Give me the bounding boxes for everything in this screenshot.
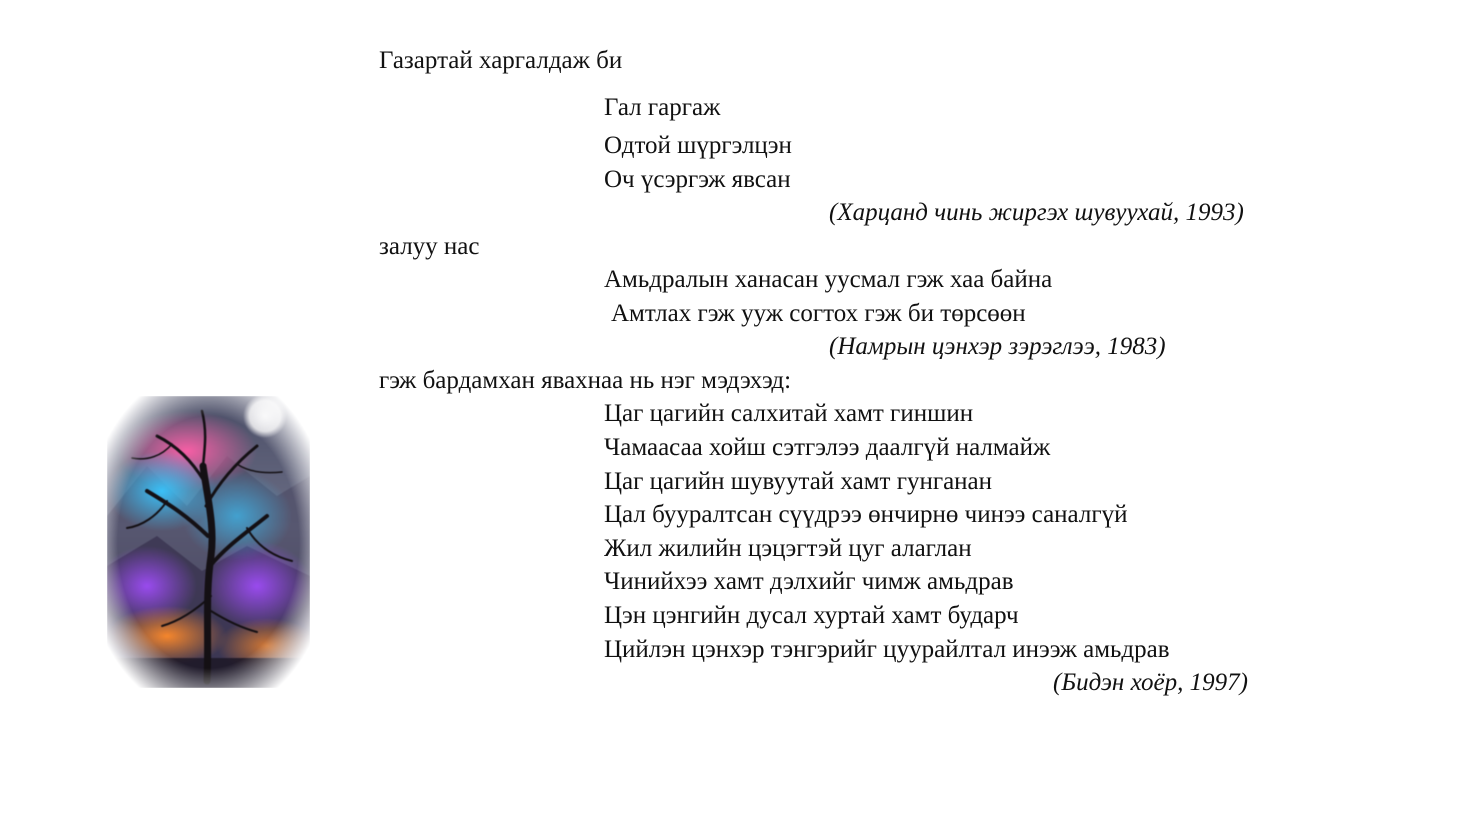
poem-citation: (Харцанд чинь жиргэх шувуухай, 1993) bbox=[829, 199, 1244, 226]
poem-line: Одтой шүргэлцэн bbox=[604, 132, 792, 159]
poem-line: Чинийхээ хамт дэлхийг чимж амьдрав bbox=[604, 568, 1014, 595]
poem-line: Амтлах гэж ууж согтох гэж би төрсөөн bbox=[611, 300, 1026, 327]
poem-line: гэж бардамхан явахнаа нь нэг мэдэхэд: bbox=[379, 367, 792, 394]
poem-line: Гал гаргаж bbox=[604, 94, 721, 121]
poem-line: Цал бууралтсан сүүдрээ өнчирнө чинээ саналгүй bbox=[604, 501, 1128, 528]
poem-illustration bbox=[107, 396, 310, 688]
poem-line: Оч үсэргэж явсан bbox=[604, 166, 791, 193]
tree-painting-image bbox=[107, 396, 310, 688]
poem-line: Цэн цэнгийн дусал хуртай хамт бударч bbox=[604, 602, 1019, 629]
poem-line: залуу нас bbox=[379, 233, 480, 260]
poem-citation: (Бидэн хоёр, 1997) bbox=[1053, 669, 1248, 696]
poem-line: Жил жилийн цэцэгтэй цуг алаглан bbox=[604, 535, 972, 562]
poem-line: Цаг цагийн шувуутай хамт гунганан bbox=[604, 468, 993, 495]
poem-line: Чамаасаа хойш сэтгэлээ даалгүй налмайж bbox=[604, 434, 1051, 461]
poem-line: Цийлэн цэнхэр тэнгэрийг цуурайлтал инээж амьдрав bbox=[604, 636, 1170, 663]
poem-line: Цаг цагийн салхитай хамт гиншин bbox=[604, 400, 974, 427]
poem-citation: (Намрын цэнхэр зэрэглээ, 1983) bbox=[829, 333, 1166, 360]
poem-line: Газартай харгалдаж би bbox=[379, 47, 623, 74]
poem-line: Амьдралын ханасан уусмал гэж хаа байна bbox=[604, 266, 1053, 293]
